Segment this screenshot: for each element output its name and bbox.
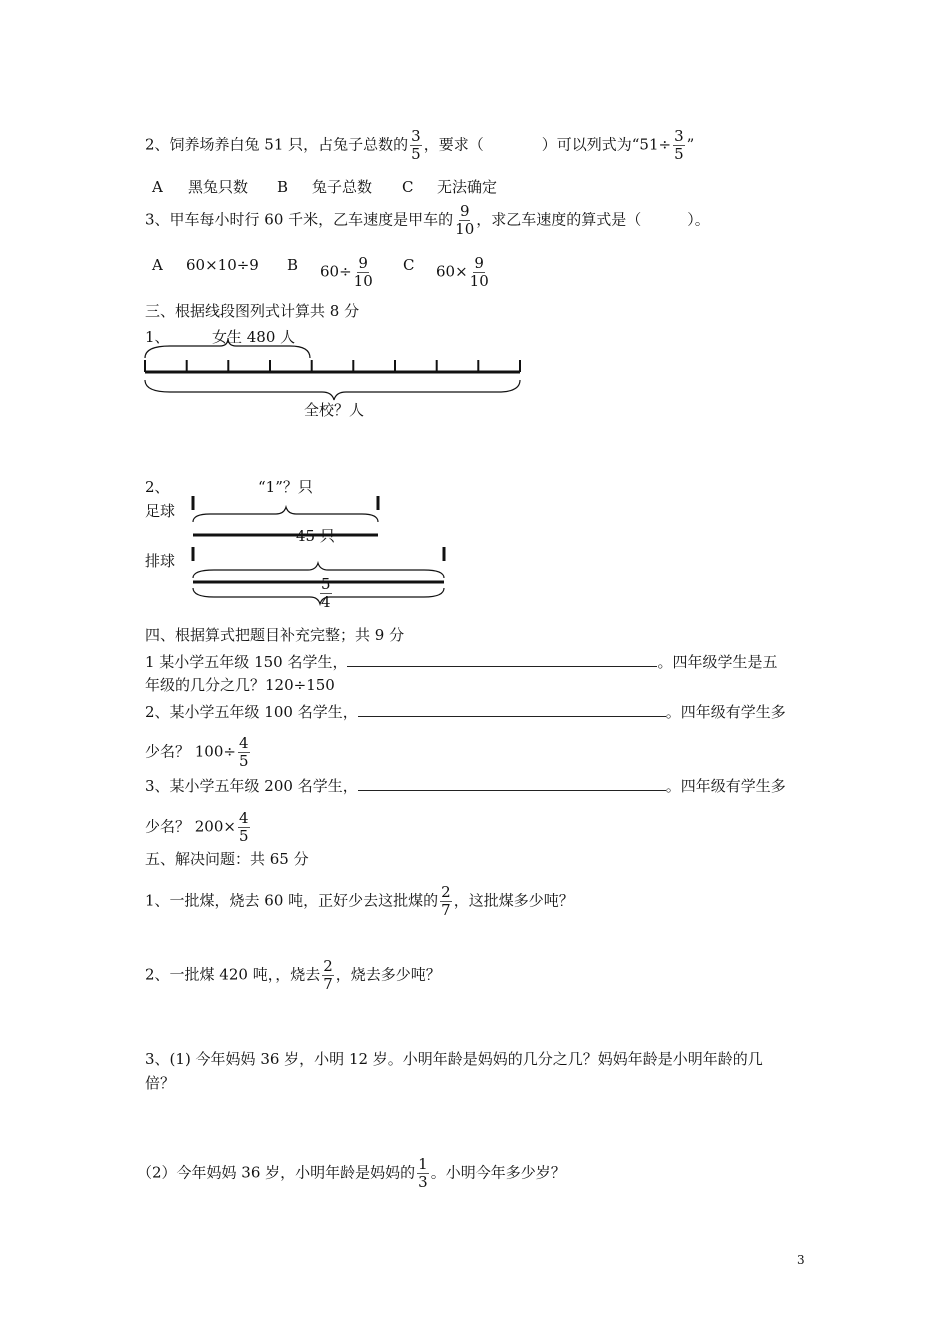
- s4-question-3-line-2: [145, 810, 252, 845]
- question-text: 2、一批煤 420 吨，，烧去: [145, 965, 321, 984]
- question-text: 。四年级学生是五: [657, 653, 778, 671]
- s4-question-2-line-1: [145, 701, 786, 722]
- diagram-1-bottom-label: 全校？人: [304, 401, 365, 419]
- denominator: 5: [411, 145, 421, 163]
- s5-question-1: [145, 884, 574, 919]
- diagram-2-fraction: [318, 576, 334, 611]
- question-text: ，要求（: [423, 135, 484, 154]
- fraction: [320, 576, 332, 611]
- question-text: （2）今年妈妈 36 岁，小明年龄是妈妈的: [137, 1163, 416, 1182]
- fill-blank[interactable]: [358, 701, 666, 717]
- s4-question-1-line-2: 年级的几分之几？120÷150: [145, 676, 335, 694]
- diagram-2-top-label: “1”？只: [258, 478, 313, 496]
- numerator: 1: [418, 1155, 428, 1173]
- question-text: 3、甲车每小时行 60 千米，乙车速度是甲车的: [145, 210, 454, 229]
- option-text: 60×: [436, 262, 468, 281]
- numerator: 9: [358, 254, 368, 272]
- denominator: 3: [418, 1173, 428, 1191]
- fraction: [322, 958, 334, 993]
- question-text: 1 某小学五年级 150 名学生，: [145, 653, 348, 671]
- question-text: 1、一批煤，烧去 60 吨，正好少去这批煤的: [145, 891, 439, 910]
- fraction: [238, 735, 250, 770]
- option-letter: A: [152, 178, 163, 196]
- denominator: 10: [469, 272, 489, 290]
- s5-question-4: [137, 1156, 566, 1191]
- numerator: 5: [321, 575, 331, 593]
- diagram-1: [145, 338, 520, 400]
- question-text: 2、某小学五年级 100 名学生，: [145, 703, 358, 721]
- fraction: [238, 810, 250, 845]
- denominator: 5: [238, 752, 249, 770]
- football-brace: [193, 507, 378, 522]
- question-text: 。四年级有学生多: [665, 777, 786, 795]
- brace-top: [145, 338, 310, 358]
- section-5-heading: 五、解决问题：共 65 分: [145, 850, 309, 868]
- question-text: 3、某小学五年级 200 名学生，: [145, 777, 358, 795]
- numerator: 4: [238, 734, 249, 752]
- fraction: [440, 884, 452, 919]
- option-b: B: [277, 178, 289, 196]
- question-text: ）可以列式为“51÷: [541, 135, 672, 154]
- question-text: ”: [686, 135, 695, 154]
- diagram-1-number: 1、: [145, 328, 170, 346]
- brace-bottom: [145, 380, 520, 400]
- question-text: ）。: [687, 210, 710, 229]
- question-text: 。小明今年多少岁？: [430, 1163, 566, 1182]
- denominator: 10: [353, 272, 373, 290]
- volleyball-label: 排球: [145, 552, 176, 570]
- denominator: 5: [238, 827, 249, 845]
- option-a-text: 黑兔只数: [188, 178, 249, 196]
- s5-question-2: [145, 958, 441, 993]
- question-text: 少名？ 200×: [145, 817, 236, 836]
- football-label: 足球: [145, 502, 176, 520]
- page-number: 3: [797, 1253, 805, 1267]
- s4-question-3-line-1: [145, 775, 786, 796]
- section-4-heading: 四、根据算式把题目补充完整；共 9 分: [145, 626, 405, 644]
- question-text: 。四年级有学生多: [665, 703, 786, 721]
- diagram-1-top-label: 女生 480 人: [212, 328, 296, 346]
- option-c-text: 无法确定: [437, 178, 498, 196]
- option-b-text: 兔子总数: [312, 178, 373, 196]
- fill-blank[interactable]: [347, 651, 657, 667]
- denominator: 5: [674, 145, 684, 163]
- question-text: ，烧去多少吨？: [335, 965, 441, 984]
- s5-question-3-line-2: 倍？: [145, 1074, 176, 1092]
- denominator: 4: [321, 593, 331, 611]
- section-3-heading: 三、根据线段图列式计算共 8 分: [145, 302, 360, 320]
- diagram-2-mid-label: 45 只: [296, 527, 335, 545]
- option-a: A: [152, 256, 163, 274]
- denominator: 10: [455, 220, 475, 238]
- numerator: 2: [441, 883, 451, 901]
- denominator: 7: [441, 901, 451, 919]
- question-text: 2、饲养场养白兔 51 只，占兔子总数的: [145, 135, 409, 154]
- s4-question-2-line-2: [145, 735, 252, 770]
- numerator: 9: [459, 202, 470, 220]
- diagram-2-number: 2、: [145, 478, 170, 496]
- option-a-text: 60×10÷9: [186, 256, 259, 274]
- numerator: 3: [674, 127, 684, 145]
- fill-blank[interactable]: [358, 775, 666, 791]
- option-text: 60÷: [320, 262, 352, 281]
- question-text: ，求乙车速度的算式是（: [476, 210, 642, 229]
- numerator: 3: [411, 127, 421, 145]
- question-text: 少名？ 100÷: [145, 742, 236, 761]
- option-b: B: [287, 256, 299, 274]
- option-c: C: [403, 256, 415, 274]
- numerator: 2: [323, 957, 333, 975]
- fraction: [417, 1156, 429, 1191]
- numerator: 4: [238, 809, 249, 827]
- s4-question-1-line-1: [145, 651, 778, 672]
- s5-question-3-line-1: 3、(1) 今年妈妈 36 岁，小明 12 岁。小明年龄是妈妈的几分之几？妈妈年龄是小明年龄的几: [145, 1050, 763, 1068]
- option-c: C: [402, 178, 414, 196]
- numerator: 9: [474, 254, 484, 272]
- question-text: ，这批煤多少吨？: [453, 891, 574, 910]
- denominator: 7: [323, 975, 333, 993]
